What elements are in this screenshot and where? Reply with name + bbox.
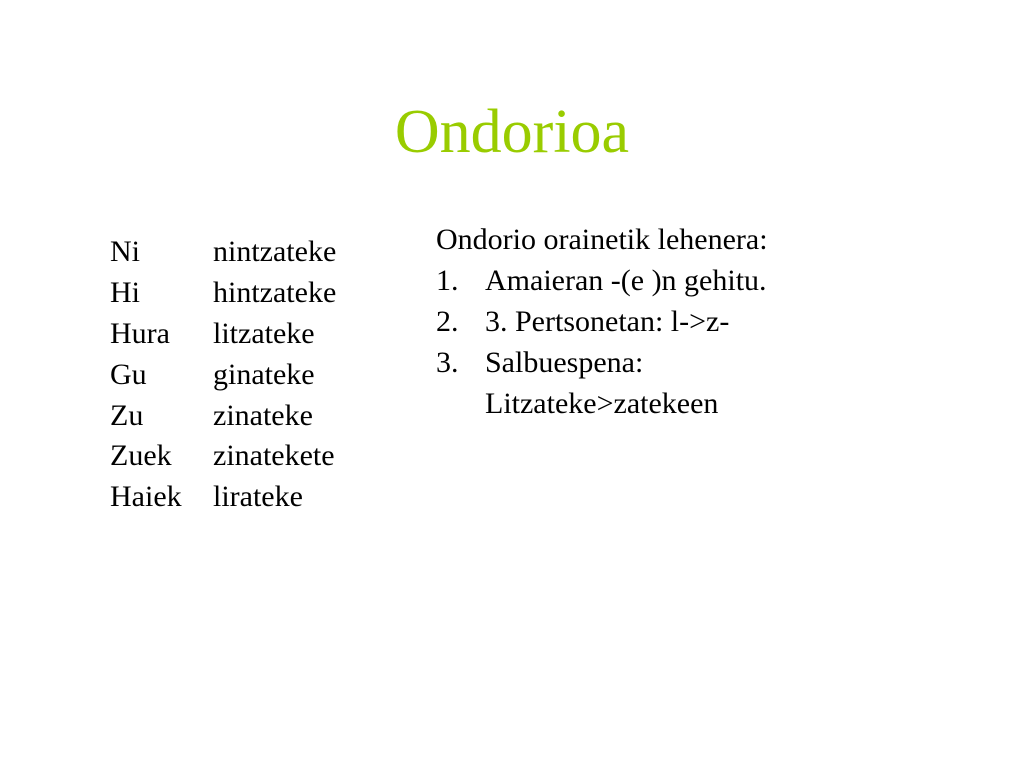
- list-number: 1.: [436, 264, 459, 297]
- list-text: [485, 342, 718, 424]
- table-row: [110, 477, 336, 518]
- pronoun-cell: Haiek: [110, 480, 182, 514]
- verb-form-cell: zinatekete: [213, 439, 335, 473]
- list-number: 2.: [436, 305, 459, 338]
- pronoun-cell: Zuek: [110, 439, 172, 473]
- list-number: 3.: [436, 346, 459, 379]
- list-text-line: 3. Pertsonetan: l->z-: [485, 305, 730, 338]
- list-text-line: Amaieran -(e )n gehitu.: [485, 264, 767, 297]
- list-text-line: Salbuespena:: [485, 346, 644, 379]
- verb-form-cell: lirateke: [213, 480, 303, 514]
- table-row: [110, 232, 336, 273]
- pronoun-cell: Gu: [110, 357, 147, 391]
- rules-heading: Ondorio orainetik lehenera:: [436, 223, 768, 256]
- list-item: [436, 342, 768, 424]
- pronoun-cell: Hura: [110, 316, 170, 350]
- verb-form-cell: nintzateke: [213, 235, 337, 269]
- table-row: [110, 273, 336, 314]
- rules-block: [436, 219, 768, 424]
- pronoun-cell: Hi: [110, 276, 140, 310]
- rules-list: [436, 260, 768, 424]
- verb-form-cell: hintzateke: [213, 276, 337, 310]
- table-row: [110, 395, 336, 436]
- verb-form-cell: zinateke: [213, 398, 313, 432]
- verb-form-cell: ginateke: [213, 357, 315, 391]
- table-row: [110, 354, 336, 395]
- pronoun-cell: Zu: [110, 398, 144, 432]
- verb-form-cell: litzateke: [213, 316, 315, 350]
- list-item: [436, 301, 768, 342]
- list-text-line: Litzateke>zatekeen: [485, 387, 719, 420]
- list-text: [485, 301, 729, 342]
- table-row: [110, 436, 336, 477]
- table-row: [110, 314, 336, 355]
- list-text: [485, 260, 767, 301]
- pronoun-cell: Ni: [110, 235, 140, 269]
- conjugation-table: [110, 232, 336, 518]
- slide-title: Ondorioa: [394, 98, 630, 166]
- list-item: [436, 260, 768, 301]
